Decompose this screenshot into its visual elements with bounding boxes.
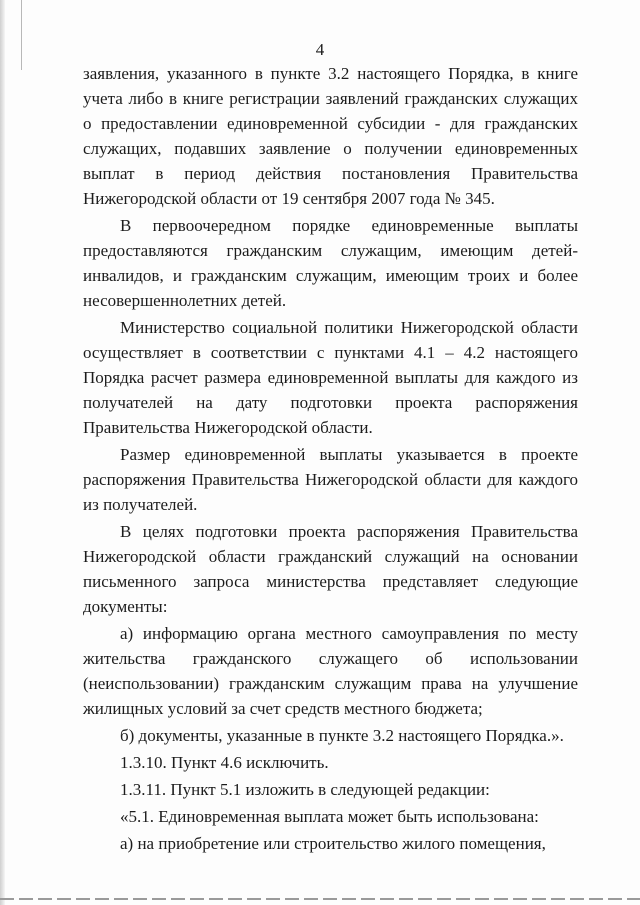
page-number: 4 (315, 40, 325, 59)
clause-1-3-10: 1.3.10. Пункт 4.6 исключить. (120, 753, 329, 772)
paragraph-continuation: заявления, указанного в пункте 3.2 настоящего Порядка, в книге учета либо в книге регистрации заявлений гражданских служащих о предоставлении единовременной субсидии - для гражданских служащих, подавших заявление о получении единовременных выплат в период действия постановления Правительства Нижегородской области от 19 сентября 2007 года № 345. (83, 64, 578, 208)
scan-bottom-edge (0, 898, 640, 900)
paragraph-payment-size: Размер единовременной выплаты указывается в проекте распоряжения Правительства Нижегородской области для каждого из получателей. (83, 445, 578, 514)
paragraph-documents-request: В целях подготовки проекта распоряжения Правительства Нижегородской области гражданский служащий на основании письменного запроса министерства представляет следующие документы: (83, 522, 578, 616)
paragraph-priority-payments: В первоочередном порядке единовременные выплаты предоставляются гражданским служащим, имеющим детей-инвалидов, и гражданским служащим, имеющим троих и более несовершеннолетних детей. (83, 216, 578, 310)
paragraph-ministry-calculation: Министерство социальной политики Нижегородской области осуществляет в соответствии с пунктами 4.1 – 4.2 настоящего Порядка расчет размера единовременной выплаты для каждого из получателей на дату подготовки проекта распоряжения Правительства Нижегородской области. (83, 318, 578, 437)
list-item-a: а) информацию органа местного самоуправления по месту жительства гражданского служащего об использовании (неиспользовании) гражданским служащим права на улучшение жилищных условий за счет средств местного бюджета; (83, 624, 578, 718)
clause-5-1-item-a: а) на приобретение или строительство жилого помещения, (120, 834, 546, 853)
scan-left-edge (0, 0, 5, 905)
clause-1-3-11: 1.3.11. Пункт 5.1 изложить в следующей редакции: (120, 780, 490, 799)
list-item-b: б) документы, указанные в пункте 3.2 настоящего Порядка.». (120, 726, 564, 745)
clause-5-1: «5.1. Единовременная выплата может быть использована: (120, 807, 539, 826)
document-body (83, 61, 578, 856)
